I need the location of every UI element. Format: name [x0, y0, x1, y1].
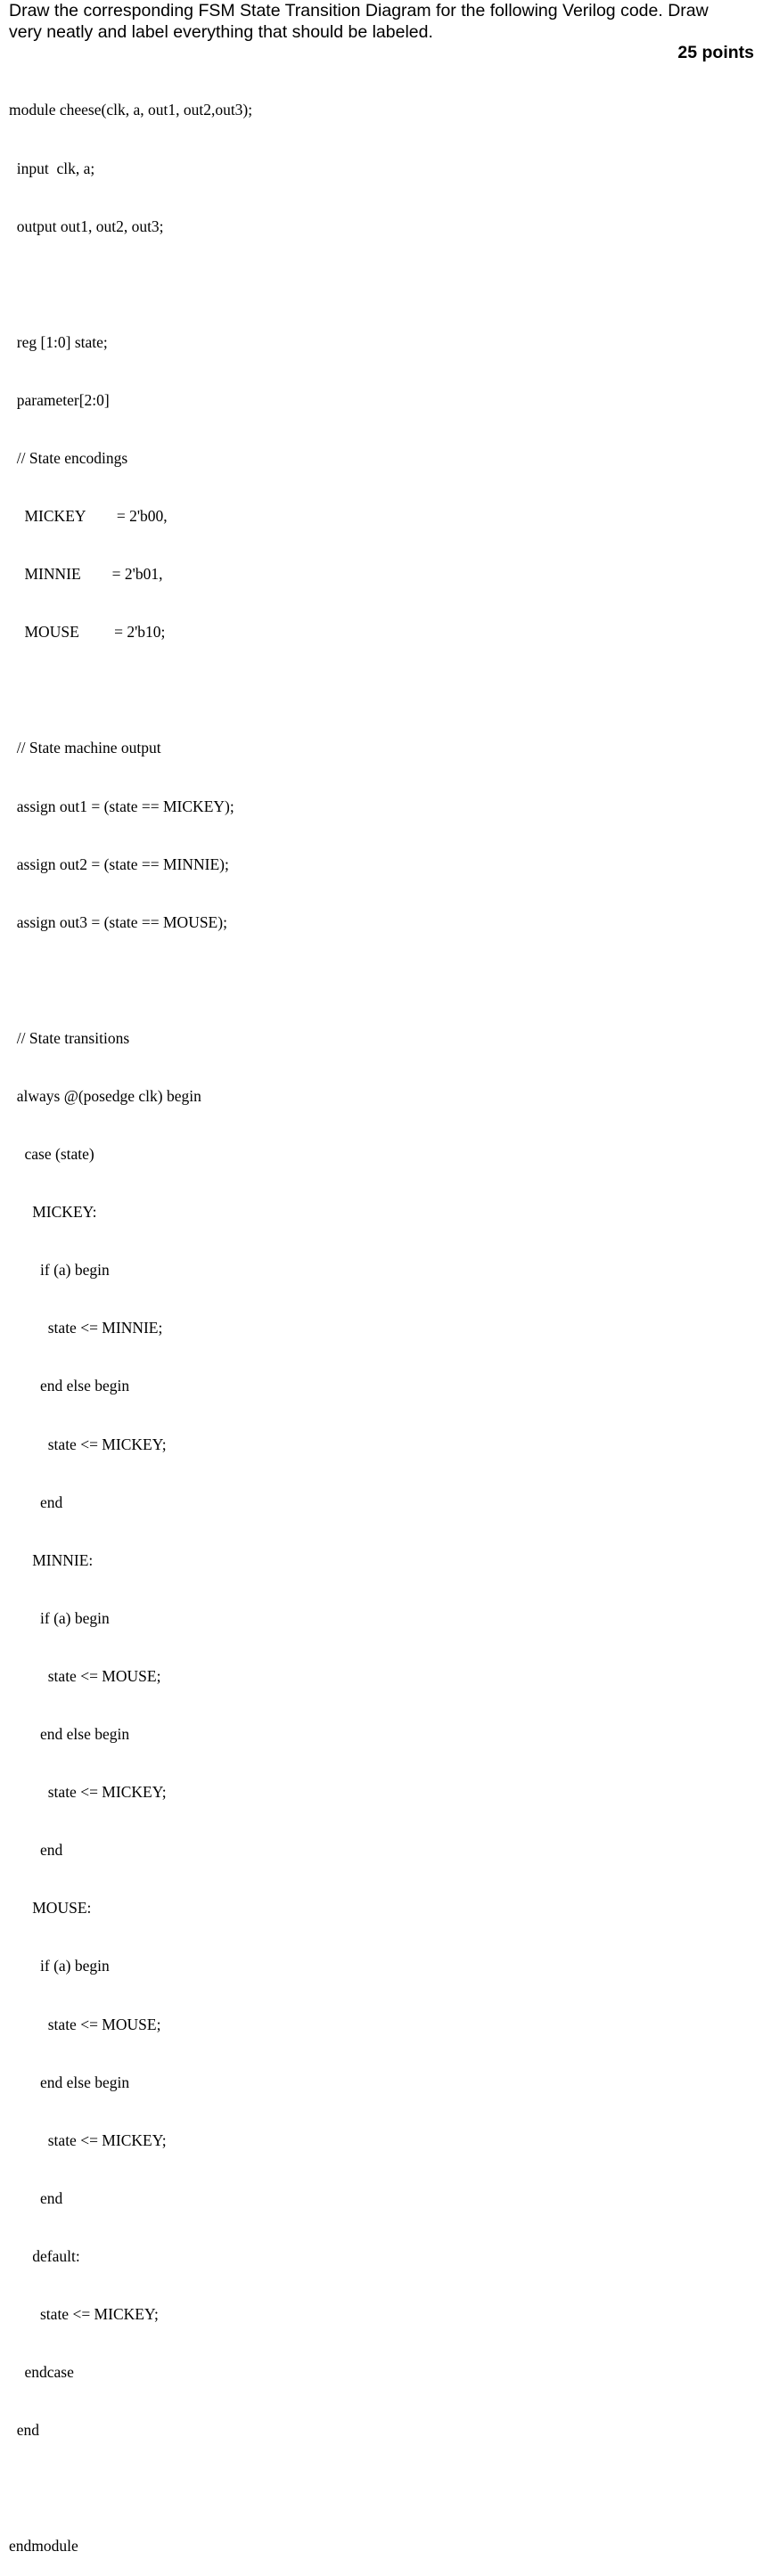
code-line: end else begin: [9, 1377, 130, 1395]
code-line: input clk, a;: [9, 159, 95, 177]
code-line: MINNIE:: [9, 1550, 94, 1569]
code-line: end else begin: [9, 1725, 130, 1744]
code-line: always @(posedge clk) begin: [9, 1087, 201, 1105]
code-line: endcase: [9, 2363, 74, 2382]
code-line: default:: [9, 2246, 80, 2265]
code-line: state <= MICKEY;: [9, 2130, 167, 2149]
code-line: MICKEY = 2'b00,: [9, 507, 168, 526]
prompt-line-2: very neatly and label everything that should be labeled.: [9, 22, 433, 42]
code-line: state <= MINNIE;: [9, 1319, 163, 1337]
code-line: state <= MICKEY;: [9, 1435, 167, 1453]
code-line: endmodule: [9, 2537, 78, 2556]
code-line: case (state): [9, 1145, 94, 1164]
code-line: end: [9, 2421, 40, 2440]
code-line: [9, 681, 252, 700]
question-prompt: [9, 0, 762, 43]
code-line: assign out2 = (state == MINNIE);: [9, 855, 229, 873]
code-line: state <= MOUSE;: [9, 2015, 161, 2033]
code-line: [9, 971, 252, 991]
code-line: MINNIE = 2'b01,: [9, 565, 163, 584]
code-line: if (a) begin: [9, 1261, 110, 1280]
code-line: MICKEY:: [9, 1203, 97, 1222]
code-line: end: [9, 1492, 63, 1511]
code-line: assign out3 = (state == MOUSE);: [9, 912, 227, 931]
code-line: MOUSE:: [9, 1899, 92, 1918]
code-line: reg [1:0] state;: [9, 332, 108, 351]
code-line: end else begin: [9, 2073, 130, 2091]
code-line: parameter[2:0]: [9, 390, 110, 409]
code-line: module cheese(clk, a, out1, out2,out3);: [9, 101, 253, 119]
code-line: state <= MICKEY;: [9, 2304, 159, 2323]
code-line: MOUSE = 2'b10;: [9, 623, 166, 642]
prompt-line-1: Draw the corresponding FSM State Transition Diagram for the following Verilog code. Draw: [9, 1, 709, 20]
code-line: // State transitions: [9, 1028, 130, 1047]
code-line: output out1, out2, out3;: [9, 217, 164, 235]
code-line: if (a) begin: [9, 1608, 110, 1627]
verilog-code-block: [9, 62, 252, 2576]
code-line: // State encodings: [9, 448, 128, 467]
code-line: state <= MICKEY;: [9, 1783, 167, 1802]
code-line: [9, 275, 252, 295]
code-line: // State machine output: [9, 739, 161, 757]
code-line: end: [9, 2188, 63, 2207]
code-line: assign out1 = (state == MICKEY);: [9, 797, 234, 815]
code-line: state <= MOUSE;: [9, 1666, 161, 1685]
code-line: if (a) begin: [9, 1957, 110, 1975]
code-line: end: [9, 1841, 63, 1860]
points-label: 25 points: [677, 43, 754, 62]
code-line: [9, 2479, 252, 2498]
